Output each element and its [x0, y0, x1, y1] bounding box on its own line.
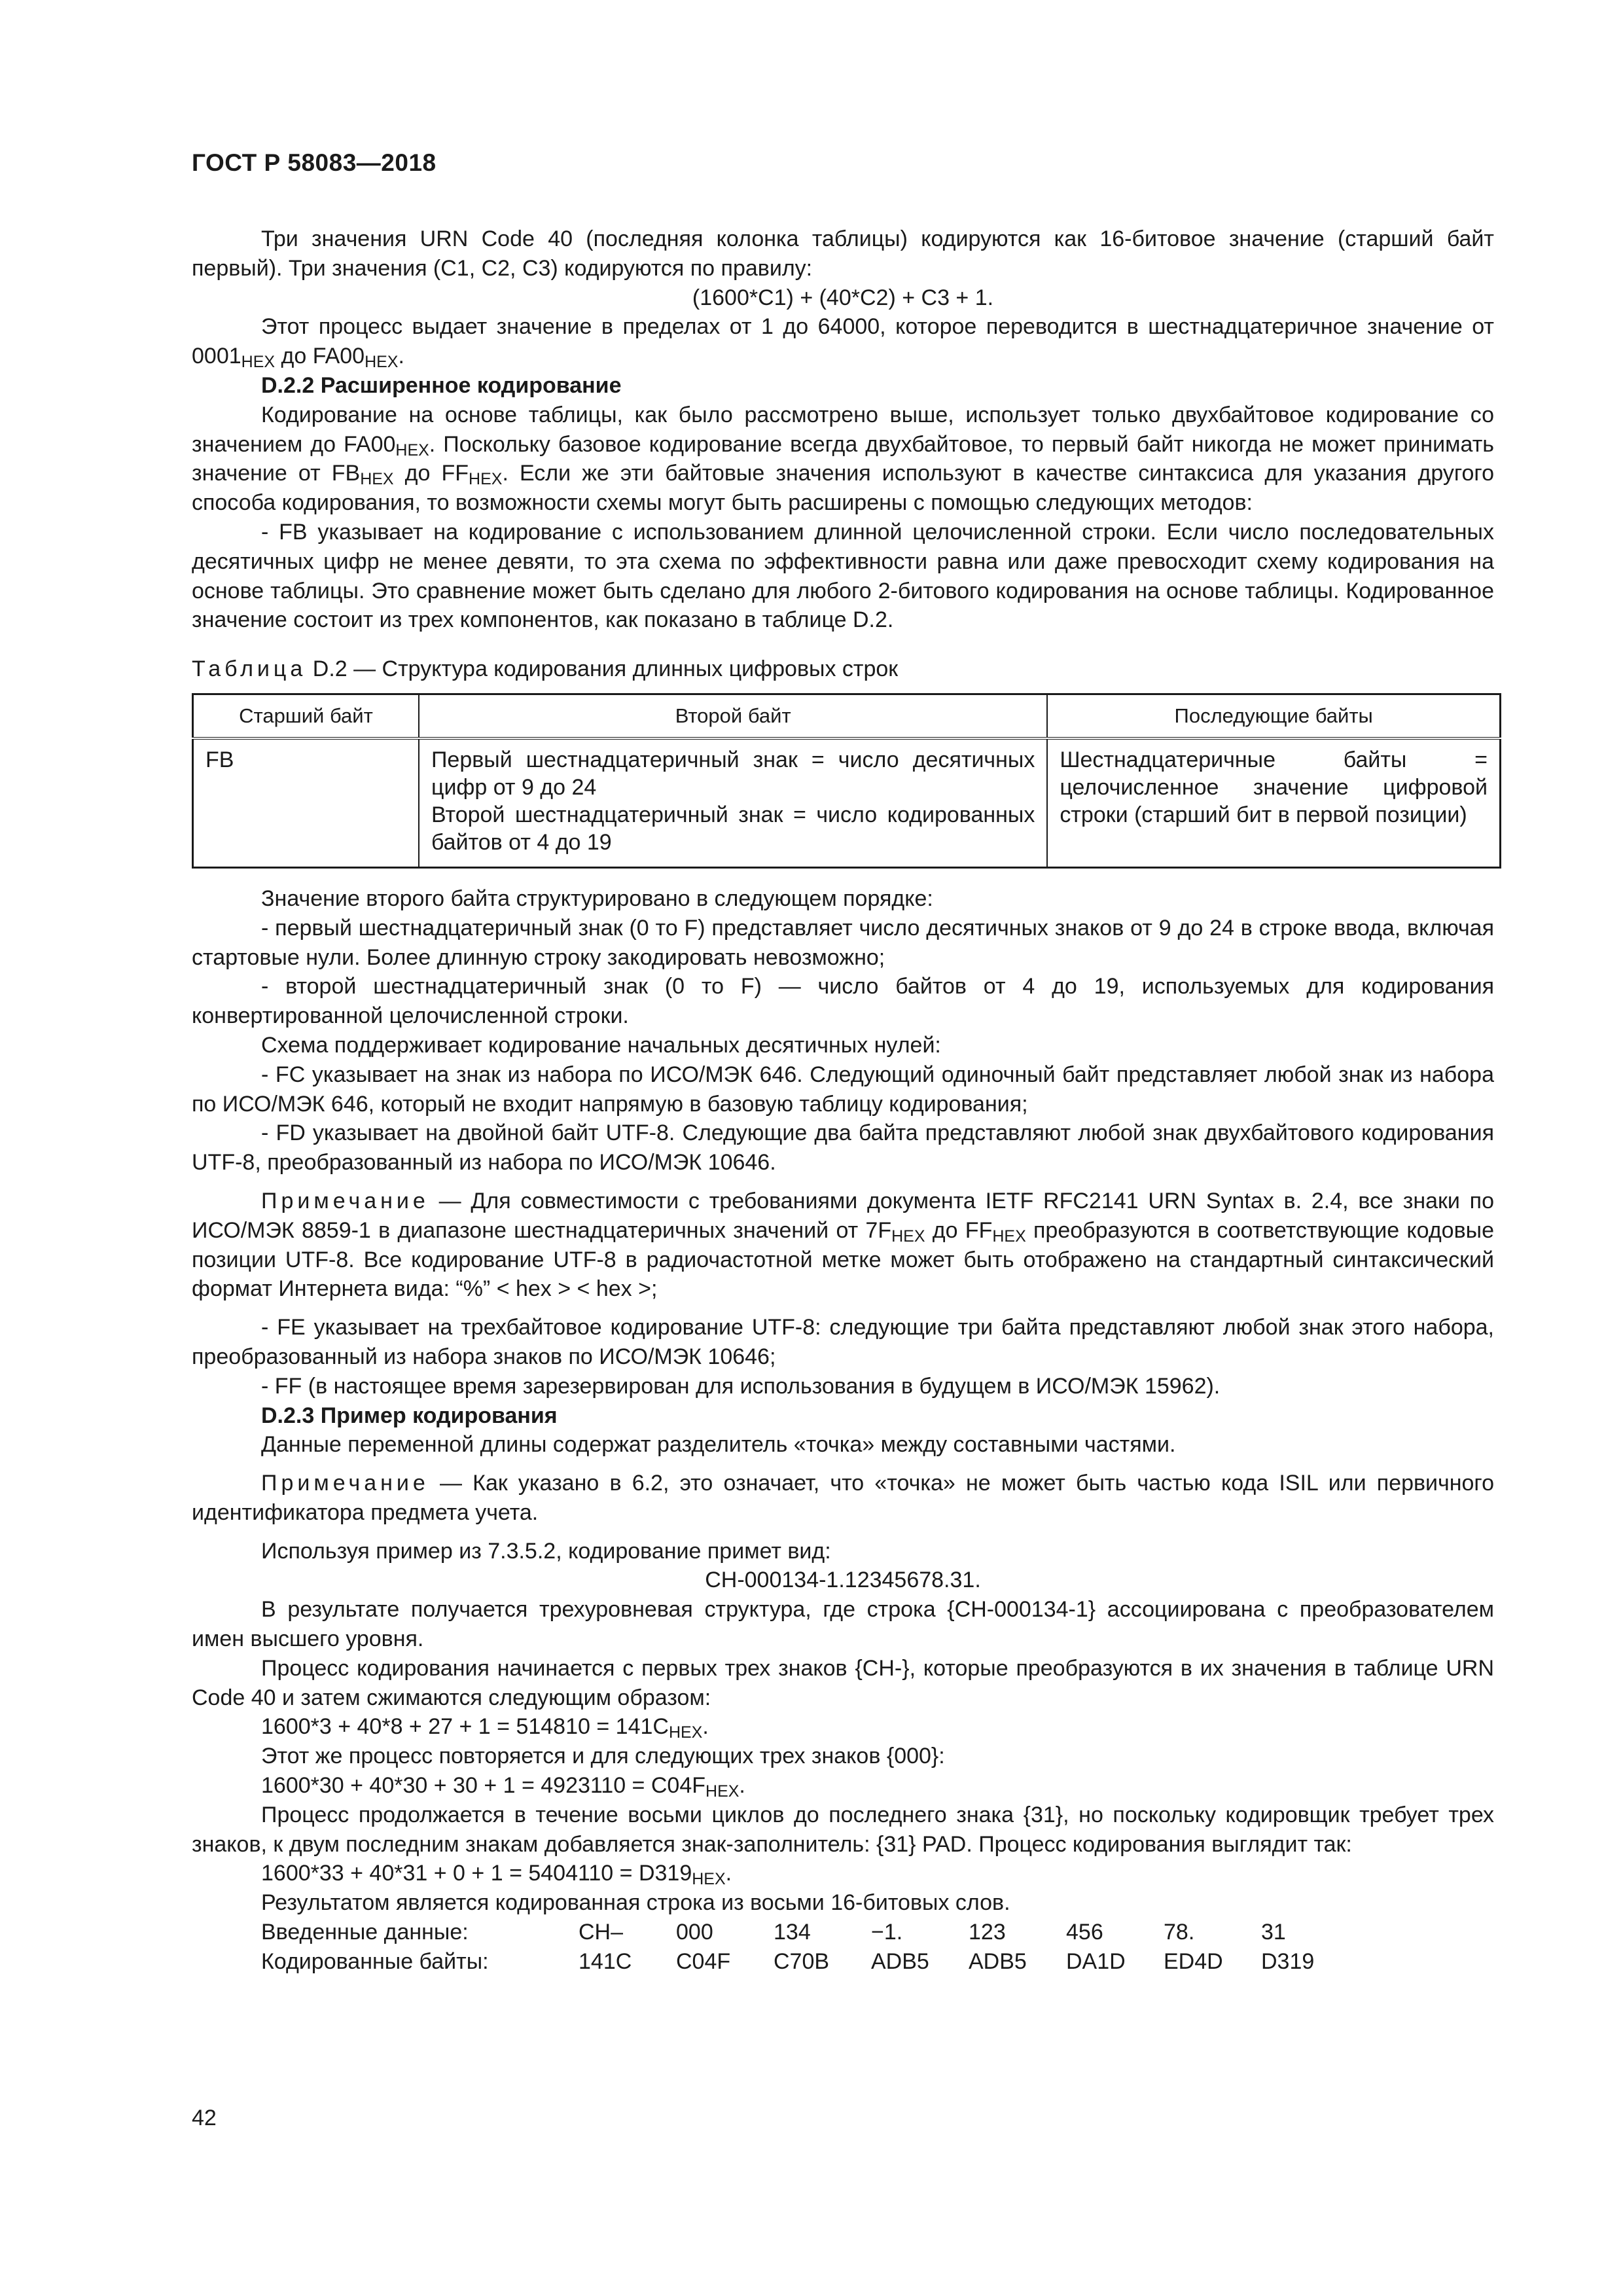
input-value: 000 — [676, 1920, 713, 1945]
paragraph: - FC указывает на знак из набора по ИСО/МЭК 646. Следующий одиночный байт представляет любой знак из набора по ИСО/МЭК 646, который не входит напрямую в базовую таблицу кодирования; — [192, 1062, 1494, 1117]
input-value: 134 — [774, 1920, 811, 1945]
byte-value: ADB5 — [871, 1948, 929, 1974]
caption-label: Таблица — [192, 656, 307, 682]
byte-value: C04F — [676, 1948, 731, 1974]
note — [192, 1187, 1494, 1304]
table-cell: Шестнадцатеричные байты = целочисленное значение цифровой строки (старший бит в первой позиции) — [1047, 738, 1500, 868]
encoding-result — [261, 1918, 1494, 1977]
subscript: HEX — [360, 470, 394, 489]
caption-text: D.2 — Структура кодирования длинных цифровых строк — [306, 656, 899, 682]
cell-line: Первый шестнадцатеричный знак = число десятичных цифр от 9 до 24 — [431, 747, 1035, 800]
text: . Если же эти байтовые значения используют в качестве синтаксиса для указания другого способа кодирования, то возможности схемы могут быть расширены с помощью следующих методов: — [192, 461, 1494, 516]
byte-value: DA1D — [1066, 1948, 1126, 1974]
paragraph: - FE указывает на трехбайтовое кодирование UTF-8: следующие три байта представляют любой знак этого набора, преобразованный из набора знаков по ИСО/МЭК 10646; — [192, 1315, 1494, 1369]
subscript: HEX — [891, 1227, 925, 1246]
text: 1600*33 + 40*31 + 0 + 1 = 5404110 = D319 — [261, 1861, 692, 1886]
section-heading: D.2.2 Расширенное кодирование — [261, 372, 622, 398]
subscript: HEX — [365, 353, 399, 372]
byte-value: 141C — [579, 1948, 632, 1974]
paragraph — [192, 401, 1494, 518]
byte-value: ED4D — [1164, 1948, 1223, 1974]
paragraph: - второй шестнадцатеричный знак (0 то F) — число байтов от 4 до 19, используемых для кодирования конвертированной целочисленной строки. — [192, 974, 1494, 1029]
input-value: −1. — [871, 1920, 903, 1945]
subscript: HEX — [992, 1227, 1026, 1246]
table-header: Старший байт — [193, 694, 419, 738]
paragraph: Значение второго байта структурировано в следующем порядке: — [261, 886, 933, 911]
cell-line: Второй шестнадцатеричный знак = число кодированных байтов от 4 до 19 — [431, 802, 1035, 855]
table-row — [193, 738, 1501, 868]
subscript: HEX — [241, 353, 276, 372]
document-body — [192, 224, 1494, 1977]
table-cell: FB — [193, 738, 419, 868]
paragraph: Используя пример из 7.3.5.2, кодирование примет вид: — [261, 1538, 831, 1564]
subscript: HEX — [692, 1870, 726, 1889]
table-cell — [419, 738, 1047, 868]
paragraph: Схема поддерживает кодирование начальных десятичных нулей: — [261, 1032, 941, 1058]
text: . — [702, 1714, 709, 1740]
paragraph: - FF (в настоящее время зарезервирован для использования в будущем в ИСО/МЭК 15962). — [261, 1373, 1221, 1399]
paragraph — [192, 312, 1494, 371]
input-value: 78. — [1164, 1920, 1195, 1945]
text: 1600*3 + 40*8 + 27 + 1 = 514810 = 141C — [261, 1714, 669, 1740]
note-label: Примечание — [261, 1471, 429, 1496]
bytes-label: Кодированные байты: — [261, 1948, 489, 1974]
text: до FF — [925, 1217, 993, 1243]
text: . Поскольку базовое кодирование всегда двухбайтовое, то первый байт никогда не может принимать значение от FB — [192, 431, 1495, 486]
text: . — [739, 1773, 745, 1799]
note-label: Примечание — [261, 1188, 429, 1213]
text: Кодирование на основе таблицы, как было рассмотрено выше, использует только двухбайтовое кодирование со значением до FA00 — [192, 402, 1494, 457]
page-number: 42 — [192, 2106, 217, 2130]
table-caption — [192, 655, 1494, 684]
byte-value: C70B — [774, 1948, 830, 1974]
standard-title: ГОСТ Р 58083—2018 — [192, 149, 437, 176]
paragraph: Данные переменной длины содержат разделитель «точка» между составными частями. — [261, 1432, 1176, 1458]
table-header-row — [193, 694, 1501, 738]
example-string: CH-000134-1.12345678.31. — [705, 1568, 981, 1593]
paragraph: Процесс продолжается в течение восьми циклов до последнего знака {31}, но поскольку кодировщик требует трех знаков, к двум последним знакам добавляется знак-заполнитель: {31} PAD. Процесс кодирования выглядит так: — [192, 1802, 1494, 1857]
text: . — [725, 1861, 732, 1886]
paragraph: - FB указывает на кодирование с использованием длинной целочисленной строки. Если число последовательных десятичных цифр не менее девяти, то эта схема по эффективности равна или даже превосходит схему кодирования на основе таблицы. Это сравнение может быть сделано для любого 2-битового кодирования на основе таблицы. Кодированное значение состоит из трех компонентов, как показано в таблице D.2. — [192, 519, 1494, 633]
input-label: Введенные данные: — [261, 1920, 469, 1945]
text: . — [398, 344, 404, 369]
calculation — [192, 1771, 1494, 1801]
subscript: HEX — [469, 470, 503, 489]
input-value: 123 — [969, 1920, 1006, 1945]
paragraph: В результате получается трехуровневая структура, где строка {CH-000134-1} ассоциирована с преобразователем имен высшего уровня. — [192, 1597, 1494, 1652]
paragraph: Результатом является кодированная строка из восьми 16-битовых слов. — [261, 1890, 1010, 1916]
subscript: HEX — [668, 1723, 703, 1742]
paragraph: Процесс кодирования начинается с первых трех знаков {CH-}, которые преобразуются в их значения в таблице URN Code 40 и затем сжимаются следующим образом: — [192, 1655, 1494, 1710]
byte-value: ADB5 — [969, 1948, 1027, 1974]
input-value: 456 — [1066, 1920, 1103, 1945]
encoded-bytes-row — [261, 1947, 1494, 1977]
encoding-table — [192, 693, 1501, 869]
subscript: HEX — [705, 1782, 740, 1801]
paragraph: - FD указывает на двойной байт UTF-8. Следующие два байта представляют любой знак двухбайтового кодирования UTF-8, преобразованный из набора по ИСО/МЭК 10646. — [192, 1121, 1494, 1175]
input-data-row — [261, 1918, 1494, 1947]
table-header: Второй байт — [419, 694, 1047, 738]
subscript: HEX — [395, 440, 429, 459]
paragraph: Три значения URN Code 40 (последняя колонка таблицы) кодируются как 16-битовое значение (старший байт первый). Три значения (C1, C2, C3) кодируются по правилу: — [192, 226, 1494, 281]
input-value: 31 — [1261, 1920, 1286, 1945]
paragraph: - первый шестнадцатеричный знак (0 то F) представляет число десятичных знаков от 9 до 24 в строке ввода, включая стартовые нули. Более длинную строку закодировать невозможно; — [192, 915, 1494, 970]
table-header: Последующие байты — [1047, 694, 1500, 738]
section-heading: D.2.3 Пример кодирования — [261, 1403, 558, 1428]
text: 1600*30 + 40*30 + 30 + 1 = 4923110 = C04F — [261, 1773, 706, 1799]
text: — Для совместимости с требованиями документа IETF RFC2141 URN Syntax в. 2.4, все знаки по ИСО/МЭК 8859-1 в диапазоне шестнадцатеричных значений от 7F — [192, 1188, 1494, 1243]
text: Этот процесс выдает значение в пределах от 1 до 64000, которое переводится в шестнадцатеричное значение от 0001 — [192, 314, 1494, 369]
formula: (1600*C1) + (40*C2) + C3 + 1. — [692, 285, 994, 310]
byte-value: D319 — [1261, 1948, 1315, 1974]
text: до FF — [393, 461, 469, 486]
paragraph: Этот же процесс повторяется и для следующих трех знаков {000}: — [261, 1744, 945, 1769]
text: до FA00 — [275, 344, 365, 369]
note — [192, 1469, 1494, 1528]
text: преобразуются в соответствующие кодовые позиции UTF-8. Все кодирование UTF-8 в радиочастотной метке может быть отображено на стандартный синтаксический формат Интернета вида: “%” < hex > < hex >; — [192, 1217, 1494, 1302]
calculation — [192, 1712, 1494, 1742]
input-value: CH– — [579, 1920, 624, 1945]
text: — Как указано в 6.2, это означает, что «точка» не может быть частью кода ISIL или первичного идентификатора предмета учета. — [192, 1471, 1494, 1525]
calculation — [192, 1859, 1494, 1888]
